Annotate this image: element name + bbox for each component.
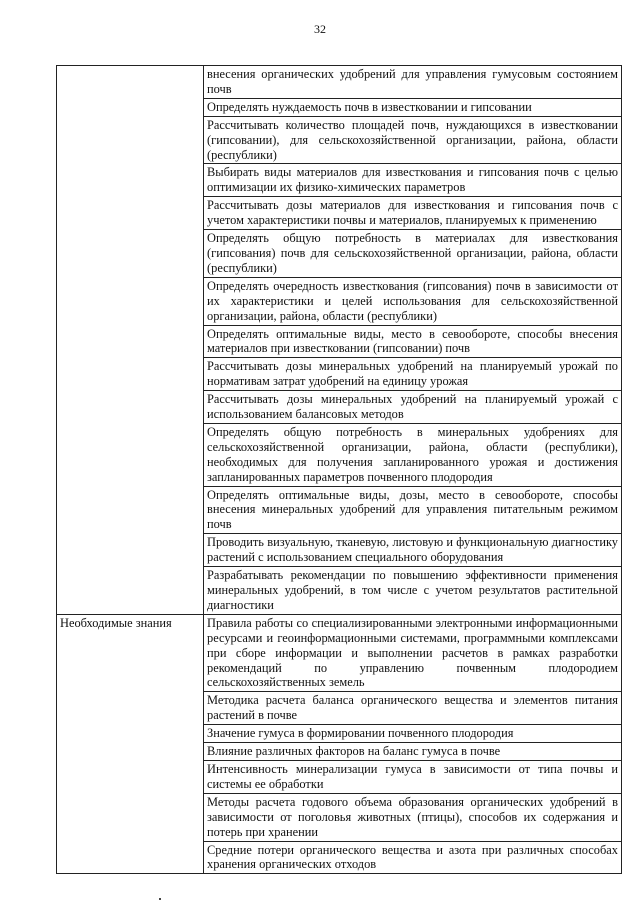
table-cell-item: внесения органических удобрений для управления гумусовым состоянием почв (204, 66, 622, 99)
table-row (57, 66, 622, 99)
table-cell-item: Рассчитывать количество площадей почв, нуждающихся в известковании (гипсовании), для сельскохозяйственной организации, района, области (республики) (204, 116, 622, 164)
table-cell-item: Определять общую потребность в материалах для известкования (гипсования) почв для сельскохозяйственной организации, района, области (республики) (204, 230, 622, 278)
table-cell-item: Рассчитывать дозы материалов для известкования и гипсования почв с учетом характеристики почвы и материалов, планируемых к применению (204, 197, 622, 230)
table-cell-item: Значение гумуса в формировании почвенного плодородия (204, 725, 622, 743)
table-cell-item: Определять оптимальные виды, место в севообороте, способы внесения материалов при известковании (гипсовании) почв (204, 325, 622, 358)
table-cell-item: Методы расчета годового объема образования органических удобрений в зависимости от поголовья животных (птицы), способов их содержания и потерь при хранении (204, 793, 622, 841)
table-cell-item: Рассчитывать дозы минеральных удобрений на планируемый урожай с использованием балансовых методов (204, 391, 622, 424)
table-cell-item: Правила работы со специализированными электронными информационными ресурсами и геоинформационными системами, программными комплексами при сборе информации и выполнении расчетов в рамках разработки рекомендаций по управлению почвенным плодородием сельскохозяйственных земель (204, 614, 622, 692)
table-cell-item: Влияние различных факторов на баланс гумуса в почве (204, 743, 622, 761)
section-label-cell-empty (57, 66, 204, 615)
table-cell-item: Определять нуждаемость почв в известковании и гипсовании (204, 98, 622, 116)
table-cell-item: Проводить визуальную, тканевую, листовую и функциональную диагностику растений с использованием специального оборудования (204, 534, 622, 567)
table-row (57, 614, 622, 692)
table-cell-item: Интенсивность минерализации гумуса в зависимости от типа почвы и системы ее обработки (204, 760, 622, 793)
table-cell-item: Методика расчета баланса органического вещества и элементов питания растений в почве (204, 692, 622, 725)
scan-speck (159, 898, 161, 900)
competency-table (56, 65, 622, 874)
table-cell-item: Рассчитывать дозы минеральных удобрений на планируемый урожай по нормативам затрат удобрений на единицу урожая (204, 358, 622, 391)
table-cell-item: Определять очередность известкования (гипсования) почв в зависимости от их характеристики и целей использования для сельскохозяйственной организации, района, области (республики) (204, 277, 622, 325)
section-label-knowledge: Необходимые знания (57, 614, 204, 874)
table-cell-item: Определять оптимальные виды, дозы, место в севообороте, способы внесения минеральных удобрений для управления питательным режимом почв (204, 486, 622, 534)
table-cell-item: Определять общую потребность в минеральных удобрениях для сельскохозяйственной организации, района, области (республики), необходимых для получения запланированного урожая и достижения запланированных параметров почвенного плодородия (204, 423, 622, 486)
table-cell-item: Средние потери органического вещества и азота при различных способах хранения органических отходов (204, 841, 622, 874)
page-number: 32 (314, 22, 326, 36)
table-cell-item: Разрабатывать рекомендации по повышению эффективности применения минеральных удобрений, в том числе с учетом результатов растительной диагностики (204, 567, 622, 615)
table-cell-item: Выбирать виды материалов для известкования и гипсования почв с целью оптимизации их физико-химических параметров (204, 164, 622, 197)
